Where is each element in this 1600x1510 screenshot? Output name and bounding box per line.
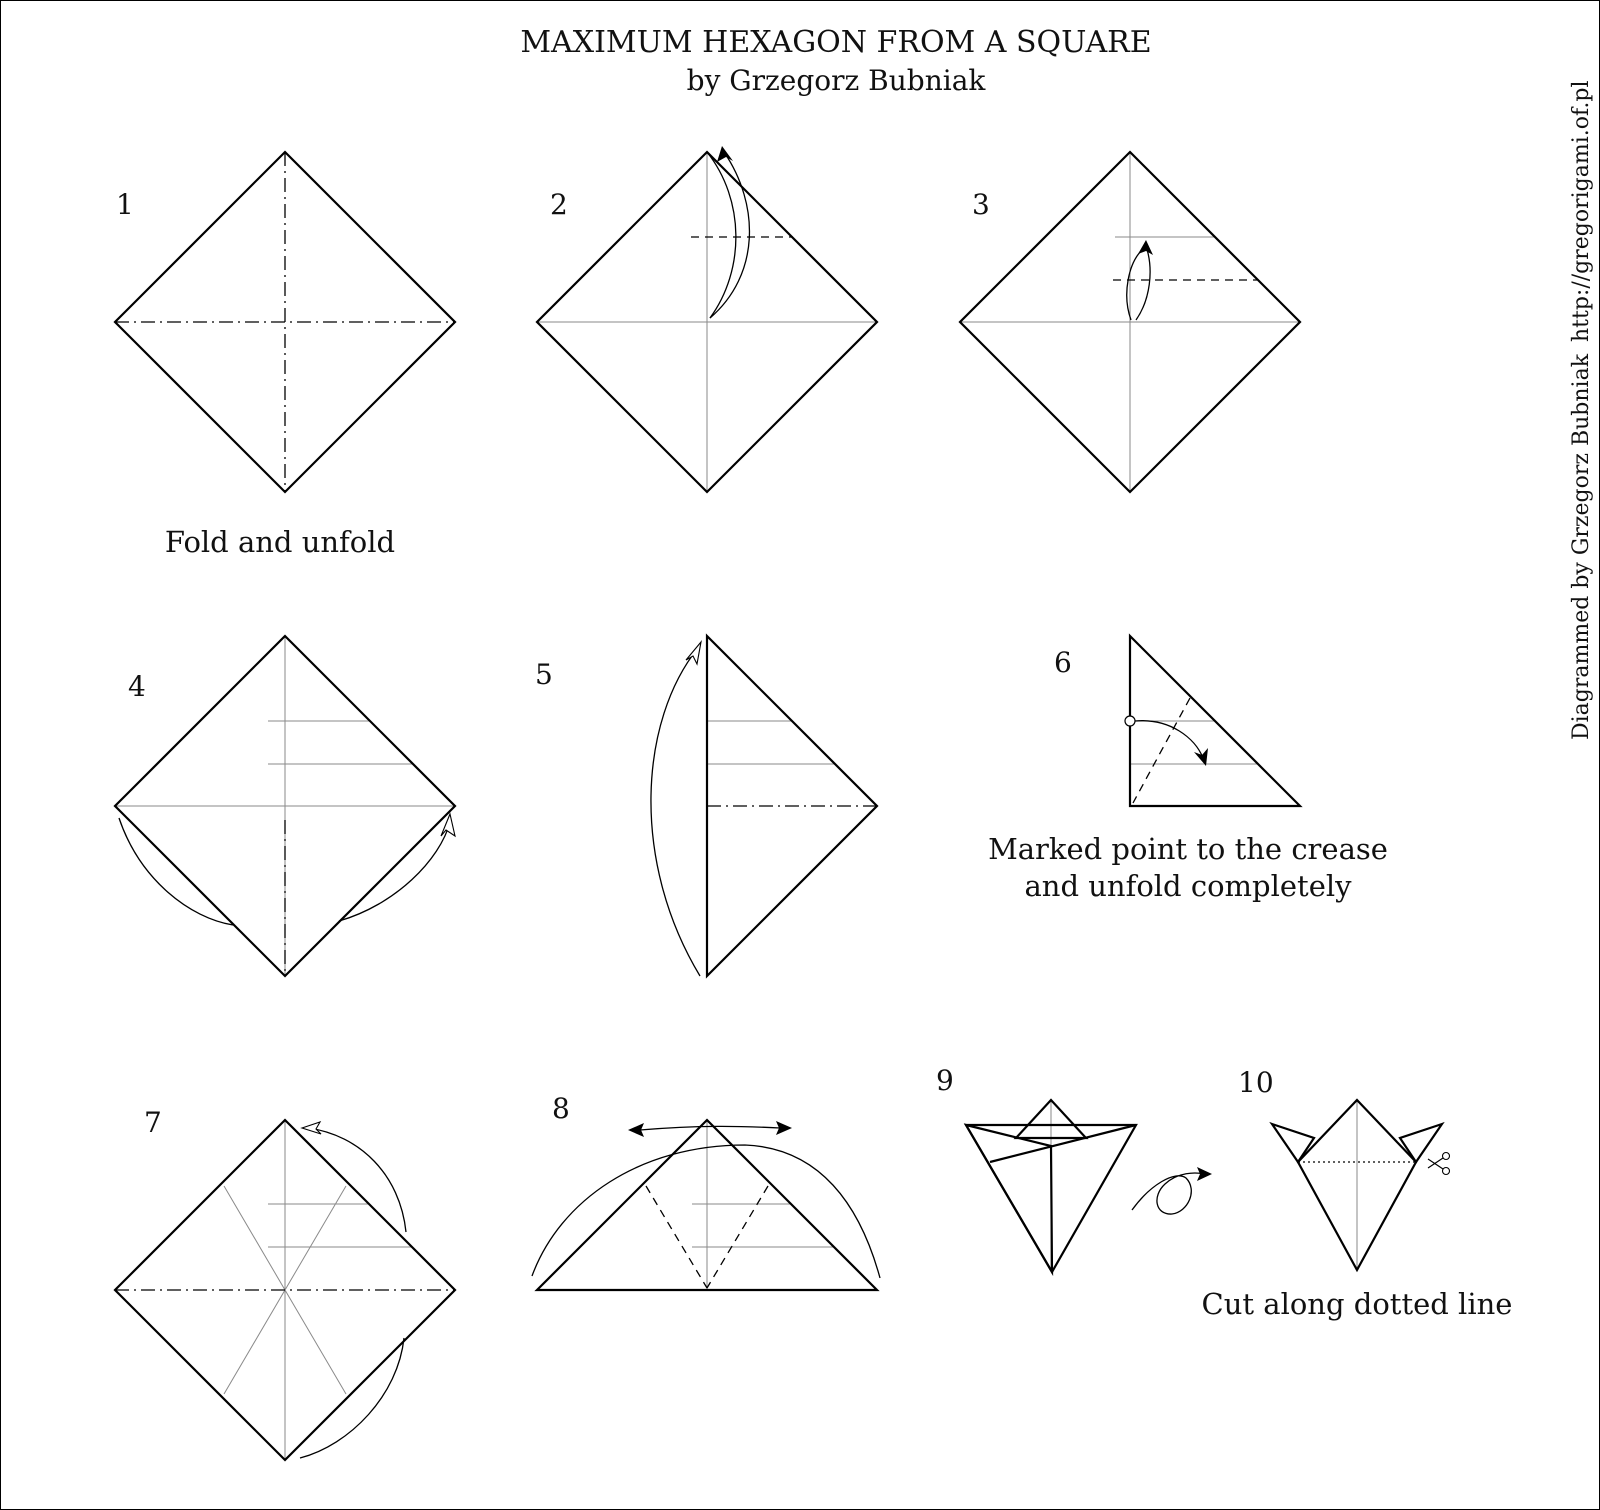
step-8: [532, 1092, 880, 1290]
step-10: [1202, 1066, 1513, 1321]
step-5: [535, 636, 877, 976]
marked-point-icon: [1125, 716, 1135, 726]
step-1: [115, 152, 455, 559]
step-5-number: 5: [535, 658, 553, 691]
step-3-number: 3: [972, 188, 990, 221]
step-1-caption: Fold and unfold: [164, 525, 396, 559]
step-4-number: 4: [128, 670, 146, 703]
page-subtitle: by Grzegorz Bubniak: [686, 64, 986, 97]
step-6-valley-fold: [1133, 698, 1190, 803]
scissors-icon: [1428, 1153, 1450, 1175]
turn-over-icon: [1132, 1167, 1212, 1214]
step-10-caption: Cut along dotted line: [1201, 1287, 1513, 1321]
step-5-fold-arrow-icon: [651, 648, 700, 976]
step-7-number: 7: [144, 1106, 162, 1139]
step-3: [960, 152, 1300, 492]
step-6-caption-line-1: Marked point to the crease: [988, 832, 1388, 866]
step-2-number: 2: [550, 188, 568, 221]
step-6: [988, 636, 1388, 903]
step-8-valley-fold-right: [707, 1186, 768, 1288]
step-3-fold-arrow-icon: [1136, 246, 1150, 320]
step-1-number: 1: [116, 188, 134, 221]
step-8-fold-arrow-icon: [640, 1126, 780, 1130]
step-10-number: 10: [1238, 1066, 1274, 1099]
step-8-number: 8: [552, 1092, 570, 1125]
step-6-number: 6: [1054, 646, 1072, 679]
step-2: [537, 146, 877, 492]
step-6-fold-arrow-icon: [1135, 721, 1203, 758]
step-2-fold-arrow-icon: [710, 152, 749, 318]
step-7: [115, 1106, 455, 1460]
step-4: [115, 636, 455, 976]
step-9: [936, 1064, 1136, 1272]
step-9-number: 9: [936, 1064, 954, 1097]
page-title: MAXIMUM HEXAGON FROM A SQUARE: [520, 25, 1152, 60]
credit-diagrammed-by: Diagrammed by Grzegorz Bubniak: [1569, 353, 1594, 740]
step-6-caption-line-2: and unfold completely: [1024, 869, 1352, 903]
credit-url: http://gregorigami.of.pl: [1569, 80, 1594, 342]
step-8-valley-fold-left: [646, 1186, 707, 1288]
